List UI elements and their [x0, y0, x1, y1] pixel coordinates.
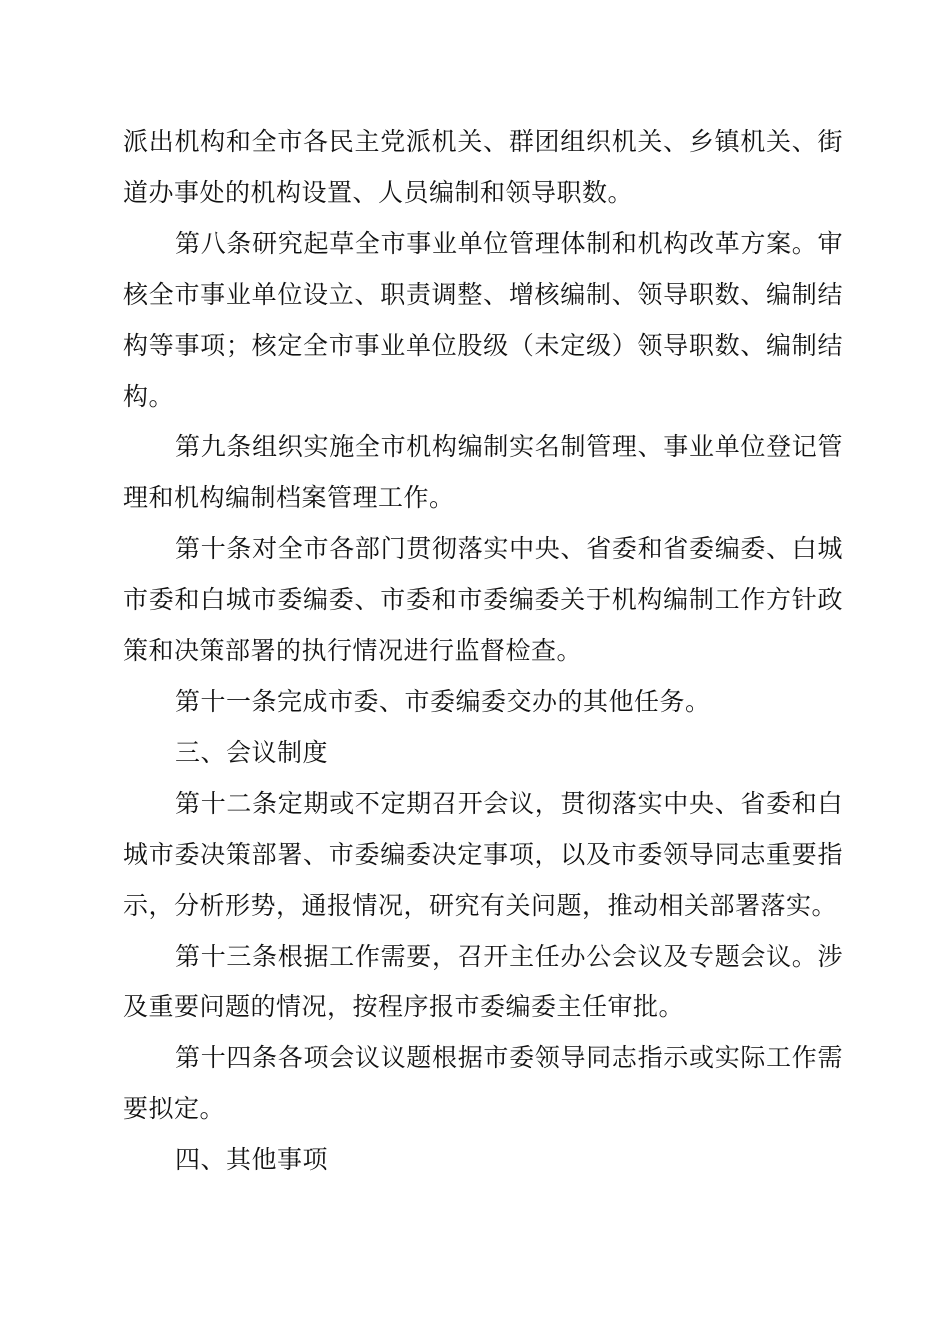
paragraph-article-8: 第八条研究起草全市事业单位管理体制和机构改革方案。审核全市事业单位设立、职责调整、增核编制、领导职数、编制结构等事项；核定全市事业单位股级（未定级）领导职数、编制结构。	[123, 228, 843, 411]
paragraph-article-10: 第十条对全市各部门贯彻落实中央、省委和省委编委、白城市委和白城市委编委、市委和市委编委关于机构编制工作方针政策和决策部署的执行情况进行监督检查。	[123, 534, 843, 666]
paragraph-article-11: 第十一条完成市委、市委编委交办的其他任务。	[175, 686, 711, 716]
paragraph-article-13: 第十三条根据工作需要，召开主任办公会议及专题会议。涉及重要问题的情况，按程序报市委编委主任审批。	[123, 941, 843, 1022]
paragraph-article-9: 第九条组织实施全市机构编制实名制管理、事业单位登记管理和机构编制档案管理工作。	[123, 432, 843, 513]
section-heading-other: 四、其他事项	[175, 1145, 329, 1175]
paragraph-article-14: 第十四条各项会议议题根据市委领导同志指示或实际工作需要拟定。	[123, 1043, 843, 1124]
paragraph-article-12: 第十二条定期或不定期召开会议，贯彻落实中央、省委和白城市委决策部署、市委编委决定事项，以及市委领导同志重要指示，分析形势，通报情况，研究有关问题，推动相关部署落实。	[123, 788, 843, 920]
paragraph-continuation: 派出机构和全市各民主党派机关、群团组织机关、乡镇机关、街道办事处的机构设置、人员编制和领导职数。	[123, 127, 843, 207]
document-body	[123, 117, 843, 1186]
section-heading-meetings: 三、会议制度	[175, 737, 329, 767]
